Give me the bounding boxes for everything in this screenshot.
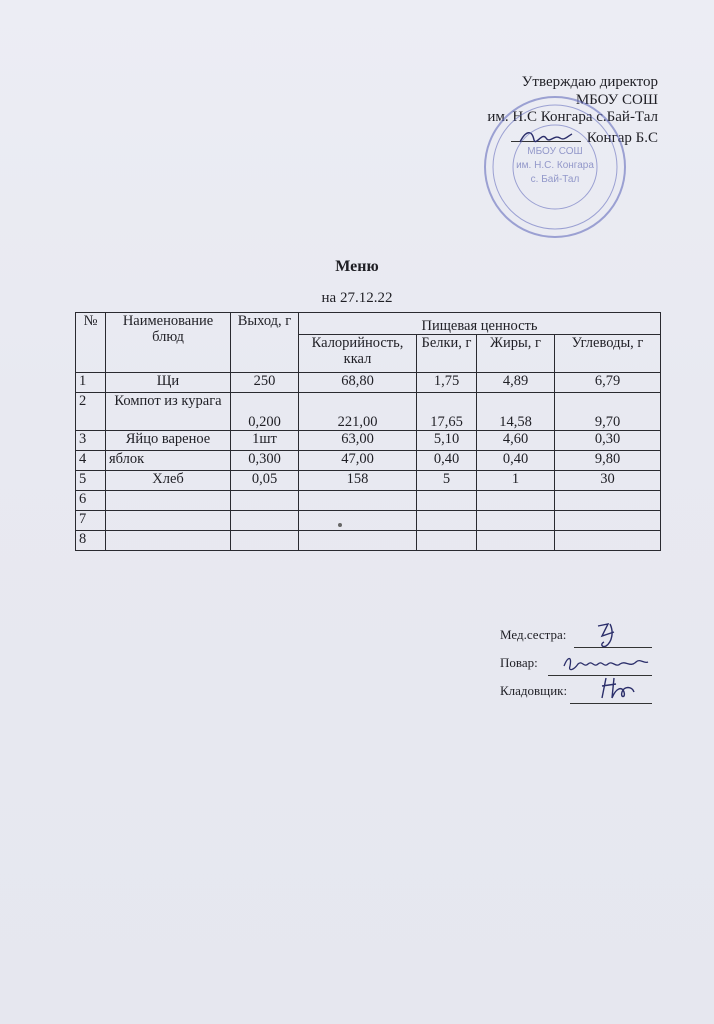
cell-protein [417, 511, 477, 531]
header-nutrition: Пищевая ценность [299, 313, 661, 335]
stamp-line-2: им. Н.С. Конгара [516, 160, 594, 171]
header-protein: Белки, г [417, 335, 477, 373]
nurse-signature-row [500, 626, 670, 654]
stamp-line-3: с. Бай-Тал [530, 174, 580, 185]
cell-fat [477, 491, 555, 511]
table-row [76, 431, 661, 451]
signatures-block [500, 626, 670, 710]
cell-dish: Яйцо вареное [106, 431, 231, 451]
cell-yield: 0,200 [231, 393, 299, 431]
menu-date: на 27.12.22 [321, 290, 393, 306]
cell-fat [477, 531, 555, 551]
table-row [76, 393, 661, 431]
storekeeper-signature-row [500, 682, 670, 710]
nurse-label: Мед.сестра: [500, 627, 567, 642]
cell-yield [231, 491, 299, 511]
storekeeper-label: Кладовщик: [500, 683, 568, 698]
cell-protein: 5,10 [417, 431, 477, 451]
cell-yield [231, 511, 299, 531]
table-row [76, 373, 661, 393]
nurse-signature [592, 620, 628, 650]
cell-protein: 0,40 [417, 451, 477, 471]
cell-fat: 4,60 [477, 431, 555, 451]
cell-carbs [555, 491, 661, 511]
cell-protein [417, 531, 477, 551]
cell-dish: Хлеб [106, 471, 231, 491]
cell-num: 1 [76, 373, 106, 393]
cook-signature-row [500, 654, 670, 682]
table-row [76, 531, 661, 551]
cell-protein [417, 491, 477, 511]
cell-kcal: 68,80 [299, 373, 417, 393]
cell-num: 8 [76, 531, 106, 551]
cell-yield: 0,300 [231, 451, 299, 471]
cell-carbs: 0,30 [555, 431, 661, 451]
cell-num: 7 [76, 511, 106, 531]
cell-carbs: 9,70 [555, 393, 661, 431]
approval-line-3: им. Н.С Конгара с.Бай-Тал [487, 109, 658, 125]
cell-dish [106, 531, 231, 551]
header-num: № [76, 313, 106, 373]
school-stamp [480, 92, 630, 242]
cell-num: 4 [76, 451, 106, 471]
cell-carbs: 6,79 [555, 373, 661, 393]
table-row [76, 471, 661, 491]
cell-kcal: 47,00 [299, 451, 417, 471]
cell-yield: 1шт [231, 431, 299, 451]
cell-num: 2 [76, 393, 106, 431]
cell-carbs: 9,80 [555, 451, 661, 471]
cell-fat: 0,40 [477, 451, 555, 471]
cell-carbs: 30 [555, 471, 661, 491]
cell-num: 3 [76, 431, 106, 451]
header-yield: Выход, г [231, 313, 299, 373]
cell-dish [106, 491, 231, 511]
document-title: Меню [335, 258, 379, 275]
cell-fat: 14,58 [477, 393, 555, 431]
cell-yield [231, 531, 299, 551]
cell-carbs [555, 531, 661, 551]
cell-kcal: 158 [299, 471, 417, 491]
header-fat: Жиры, г [477, 335, 555, 373]
cell-dish [106, 511, 231, 531]
ink-dot [338, 523, 342, 527]
cell-dish: Компот из курага [106, 393, 231, 431]
menu-table [75, 312, 661, 551]
header-carbs: Углеводы, г [555, 335, 661, 373]
table-row [76, 491, 661, 511]
header-dish-name: Наименование блюд [106, 313, 231, 373]
cook-signature [560, 652, 650, 676]
cell-fat [477, 511, 555, 531]
approval-line-2: МБОУ СОШ [575, 91, 658, 108]
cook-label: Повар: [500, 655, 538, 670]
cell-kcal [299, 531, 417, 551]
cell-protein: 17,65 [417, 393, 477, 431]
cell-kcal: 221,00 [299, 393, 417, 431]
cell-protein: 5 [417, 471, 477, 491]
cell-kcal [299, 491, 417, 511]
cell-dish: яблок [106, 451, 231, 471]
director-name: Конгар Б.С [586, 129, 658, 146]
table-row [76, 451, 661, 471]
table-row [76, 511, 661, 531]
cell-yield: 0,05 [231, 471, 299, 491]
cell-num: 6 [76, 491, 106, 511]
cell-kcal: 63,00 [299, 431, 417, 451]
cell-yield: 250 [231, 373, 299, 393]
cell-fat: 1 [477, 471, 555, 491]
cell-fat: 4,89 [477, 373, 555, 393]
stamp-line-1: МБОУ СОШ [527, 146, 583, 157]
storekeeper-signature [596, 674, 640, 704]
header-kcal: Калорийность, ккал [299, 335, 417, 373]
cell-dish: Щи [106, 373, 231, 393]
approval-line-1: Утверждаю директор [521, 74, 658, 90]
cell-protein: 1,75 [417, 373, 477, 393]
cell-carbs [555, 511, 661, 531]
cell-num: 5 [76, 471, 106, 491]
cell-kcal [299, 511, 417, 531]
